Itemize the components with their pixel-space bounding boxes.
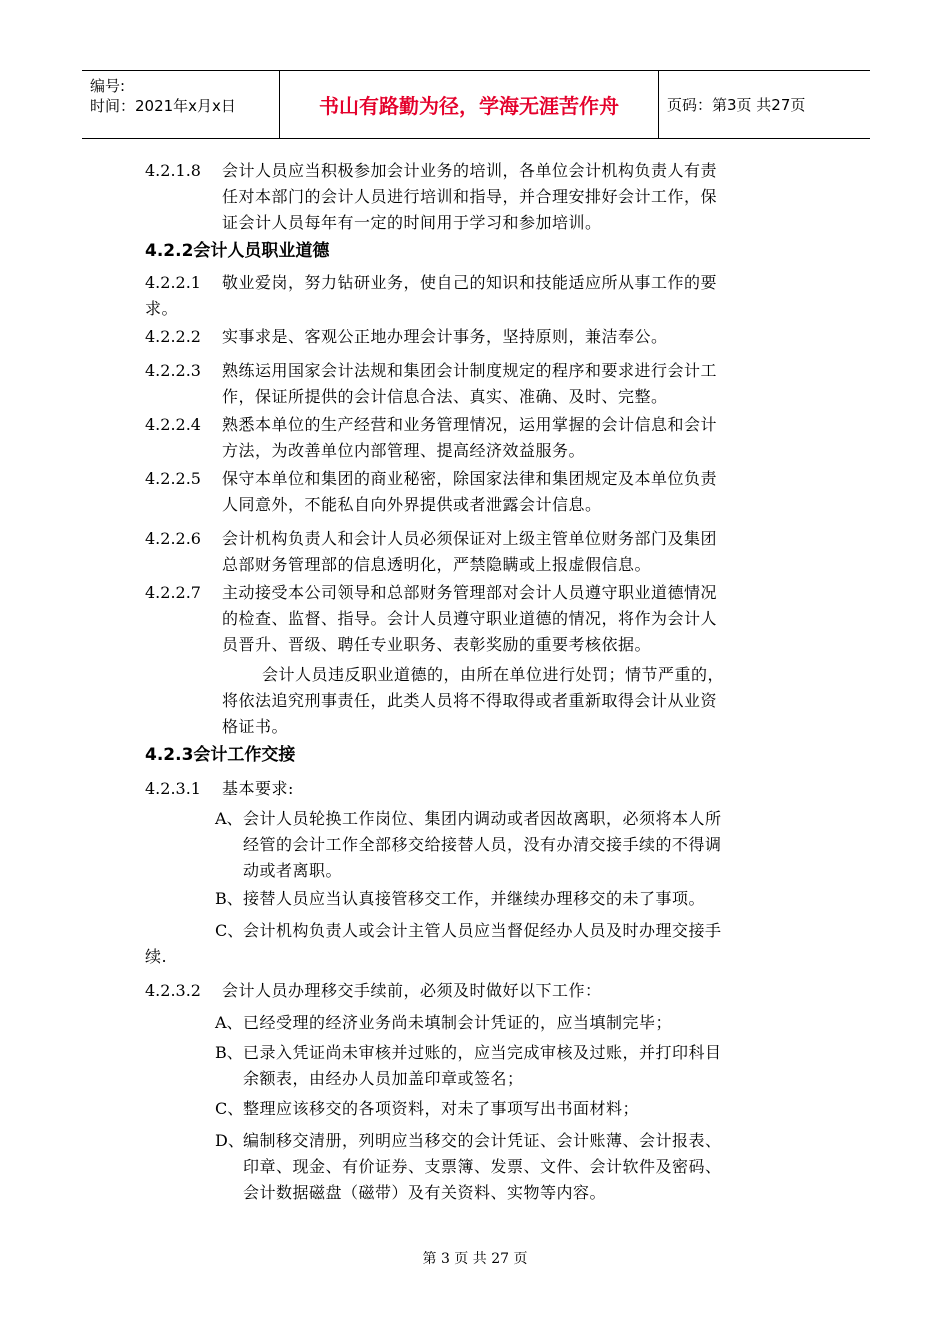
list-item-text-line: 经管的会计工作全部移交给接替人员，没有办清交接手续的不得调 bbox=[243, 835, 722, 854]
clause-text-line: 的检查、监督、指导。会计人员遵守职业道德的情况，将作为会计人 bbox=[222, 609, 718, 628]
header-motto: 书山有路勤为径，学海无涯苦作舟 bbox=[280, 71, 659, 138]
page-header bbox=[82, 70, 870, 139]
list-item-marker: C、 bbox=[215, 921, 244, 940]
paragraph-line: 将依法追究刑事责任，此类人员将不得取得或者重新取得会计从业资 bbox=[222, 691, 718, 710]
clause-number: 4.2.2.1 bbox=[145, 273, 201, 292]
list-item-marker: C、 bbox=[215, 1099, 244, 1118]
header-meta bbox=[82, 71, 280, 138]
list-item-text-line: 接替人员应当认真接管移交工作，并继续办理移交的未了事项。 bbox=[243, 889, 706, 908]
clause-number: 4.2.1.8 bbox=[145, 161, 201, 180]
clause-text-line: 主动接受本公司领导和总部财务管理部对会计人员遵守职业道德情况 bbox=[222, 583, 718, 602]
clause-text-line: 会计机构负责人和会计人员必须保证对上级主管单位财务部门及集团 bbox=[222, 529, 718, 548]
clause-number: 4.2.2.4 bbox=[145, 415, 201, 434]
clause-number: 4.2.2.7 bbox=[145, 583, 201, 602]
list-item-text-line: 动或者离职。 bbox=[243, 861, 343, 880]
list-item-text-line: 已录入凭证尚未审核并过账的，应当完成审核及过账，并打印科目 bbox=[243, 1043, 722, 1062]
paragraph-line: 会计人员违反职业道德的，由所在单位进行处罚；情节严重的， bbox=[262, 665, 725, 684]
list-item-text-line: 会计机构负责人或会计主管人员应当督促经办人员及时办理交接手 bbox=[243, 921, 722, 940]
paragraph-line: 格证书。 bbox=[222, 717, 289, 736]
list-item-marker: D、 bbox=[215, 1131, 244, 1150]
list-item-text-line: 会计人员轮换工作岗位、集团内调动或者因故离职，必须将本人所 bbox=[243, 809, 722, 828]
clause-number: 4.2.3.1 bbox=[145, 779, 201, 798]
list-item-text-line: 印章、现金、有价证券、支票簿、发票、文件、会计软件及密码、 bbox=[243, 1157, 722, 1176]
list-item-text-line: 余额表，由经办人员加盖印章或签名； bbox=[243, 1069, 524, 1088]
list-item-text-line: 整理应该移交的各项资料，对未了事项写出书面材料； bbox=[243, 1099, 640, 1118]
section-heading: 4.2.3会计工作交接 bbox=[145, 745, 296, 765]
list-item-text-line: 编制移交清册，列明应当移交的会计凭证、会计账薄、会计报表、 bbox=[243, 1131, 722, 1150]
list-item-text-line: 会计数据磁盘（磁带）及有关资料、实物等内容。 bbox=[243, 1183, 607, 1202]
clause-text-line: 会计人员应当积极参加会计业务的培训，各单位会计机构负责人有责 bbox=[222, 161, 718, 180]
clause-text-line: 人同意外，不能私自向外界提供或者泄露会计信息。 bbox=[222, 495, 602, 514]
clause-text-line: 敬业爱岗，努力钻研业务，使自己的知识和技能适应所从事工作的要 bbox=[222, 273, 718, 292]
clause-text-line: 会计人员办理移交手续前，必须及时做好以下工作： bbox=[222, 981, 602, 1000]
list-item-text-line: 续. bbox=[145, 947, 168, 966]
clause-text-line: 员晋升、晋级、聘任专业职务、表彰奖励的重要考核依据。 bbox=[222, 635, 652, 654]
list-item-marker: A、 bbox=[215, 809, 243, 828]
clause-text-line: 方法，为改善单位内部管理、提高经济效益服务。 bbox=[222, 441, 586, 460]
list-item-marker: A、 bbox=[215, 1013, 243, 1032]
clause-number: 4.2.3.2 bbox=[145, 981, 201, 1000]
list-item-text-line: 已经受理的经济业务尚未填制会计凭证的，应当填制完毕； bbox=[243, 1013, 673, 1032]
clause-text-line: 总部财务管理部的信息透明化，严禁隐瞒或上报虚假信息。 bbox=[222, 555, 652, 574]
list-item-marker: B、 bbox=[215, 1043, 243, 1062]
clause-text-line: 求。 bbox=[145, 299, 179, 318]
doc-code-label: 编号: bbox=[90, 77, 126, 95]
clause-text-line: 证会计人员每年有一定的时间用于学习和参加培训。 bbox=[222, 213, 602, 232]
clause-text-line: 熟悉本单位的生产经营和业务管理情况，运用掌握的会计信息和会计 bbox=[222, 415, 718, 434]
list-item-marker: B、 bbox=[215, 889, 243, 908]
clause-text-line: 任对本部门的会计人员进行培训和指导，并合理安排好会计工作，保 bbox=[222, 187, 718, 206]
clause-text-line: 熟练运用国家会计法规和集团会计制度规定的程序和要求进行会计工 bbox=[222, 361, 718, 380]
clause-text-line: 实事求是、客观公正地办理会计事务，坚持原则，兼洁奉公。 bbox=[222, 327, 668, 346]
header-page-number: 页码：第3页 共27页 bbox=[667, 96, 806, 114]
clause-number: 4.2.2.3 bbox=[145, 361, 201, 380]
clause-text-line: 保守本单位和集团的商业秘密，除国家法律和集团规定及本单位负责 bbox=[222, 469, 718, 488]
page-footer: 第 3 页 共 27 页 bbox=[422, 1251, 528, 1267]
clause-text-line: 作，保证所提供的会计信息合法、真实、准确、及时、完整。 bbox=[222, 387, 668, 406]
doc-date-label: 时间：2021年x月x日 bbox=[90, 97, 236, 115]
clause-number: 4.2.2.2 bbox=[145, 327, 201, 346]
clause-text-line: 基本要求: bbox=[222, 779, 294, 798]
section-heading: 4.2.2会计人员职业道德 bbox=[145, 241, 330, 261]
clause-number: 4.2.2.5 bbox=[145, 469, 201, 488]
clause-number: 4.2.2.6 bbox=[145, 529, 201, 548]
